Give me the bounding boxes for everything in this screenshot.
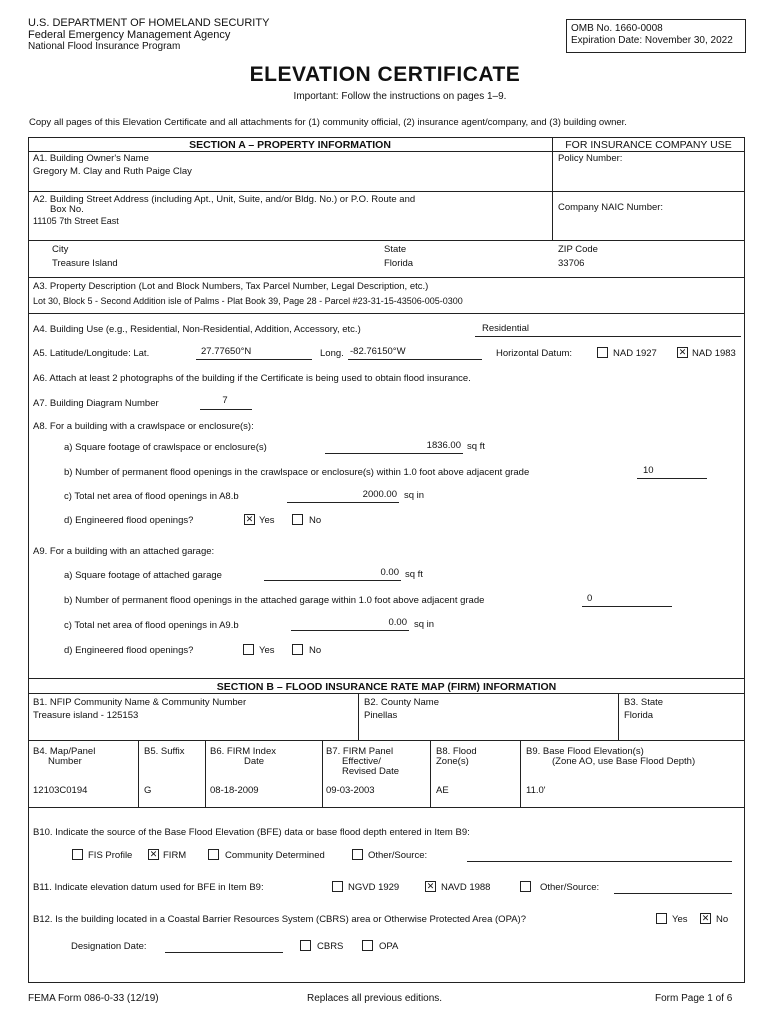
- a5-long-label: Long.: [320, 348, 344, 359]
- a5-label: A5. Latitude/Longitude: Lat.: [33, 348, 150, 359]
- zip-label: ZIP Code: [558, 244, 598, 255]
- page-subtitle: Important: Follow the instructions on pages 1–9.: [293, 91, 507, 102]
- b12-label: B12. Is the building located in a Coastal Barrier Resources System (CBRS) area or Otherwise Protected Area (OPA)?: [33, 914, 526, 925]
- a3-value: Lot 30, Block 5 - Second Addition isle of Palms - Plat Book 39, Page 28 - Parcel #23-31-15-43506-005-0300: [33, 296, 463, 306]
- opa-label: OPA: [379, 941, 399, 952]
- a8d-label: d) Engineered flood openings?: [64, 515, 194, 526]
- navd1988-checkbox[interactable]: ✕: [426, 881, 435, 891]
- a8c-unit: sq in: [404, 490, 425, 501]
- a8-label: A8. For a building with a crawlspace or enclosure(s):: [33, 421, 254, 432]
- b6-label-cont: Date: [244, 756, 265, 767]
- b1-label: B1. NFIP Community Name & Community Number: [33, 697, 247, 708]
- state-label: State: [384, 244, 407, 255]
- a4-label: A4. Building Use (e.g., Residential, Non-Residential, Addition, Accessory, etc.): [33, 324, 361, 335]
- firm-checkbox[interactable]: ✕: [149, 849, 158, 859]
- b12-yes-label: Yes: [672, 914, 688, 925]
- a9b-label: b) Number of permanent flood openings in the attached garage within 1.0 foot above adjacent grade: [64, 595, 485, 606]
- b7-label: B7. FIRM Panel: [326, 746, 394, 757]
- b1-value: Treasure island - 125153: [33, 710, 139, 721]
- a8d-no-label: No: [309, 515, 322, 526]
- section-b-heading: SECTION B – FLOOD INSURANCE RATE MAP (FIRM) INFORMATION: [216, 681, 557, 693]
- a9a-unit: sq ft: [405, 569, 423, 580]
- b5-label: B5. Suffix: [144, 746, 185, 757]
- b8-label-cont: Zone(s): [436, 756, 469, 767]
- fis-profile-checkbox[interactable]: [72, 849, 83, 860]
- b9-label: B9. Base Flood Elevation(s): [526, 746, 644, 757]
- page-title: ELEVATION CERTIFICATE: [249, 63, 521, 86]
- zip-value: 33706: [558, 258, 585, 269]
- a8b-label: b) Number of permanent flood openings in the crawlspace or enclosure(s) within 1.0 foot above adjacent grade: [64, 467, 530, 478]
- omb-box: [566, 19, 746, 53]
- a5-longitude: -82.76150°W: [350, 346, 406, 357]
- a7-value: 7: [222, 395, 228, 406]
- form-number: FEMA Form 086-0-33 (12/19): [28, 993, 159, 1004]
- nad1983-label: NAD 1983: [692, 348, 736, 359]
- a9-label: A9. For a building with an attached garage:: [33, 546, 215, 557]
- designation-date-label: Designation Date:: [71, 941, 147, 952]
- cbrs-label: CBRS: [317, 941, 344, 952]
- a5-latitude: 27.77650°N: [201, 346, 252, 357]
- b9-label-cont: (Zone AO, use Base Flood Depth): [552, 756, 696, 767]
- a2-value: 11105 7th Street East: [33, 216, 119, 226]
- b3-value: Florida: [624, 710, 654, 721]
- b2-value: Pinellas: [364, 710, 398, 721]
- b3-label: B3. State: [624, 697, 664, 708]
- omb-number: OMB No. 1660-0008: [571, 23, 663, 34]
- b6-value: 08-18-2009: [210, 785, 259, 796]
- a9a-label: a) Square footage of attached garage: [64, 570, 222, 581]
- b12-no-checkbox[interactable]: ✕: [701, 913, 710, 923]
- b7-label-cont1: Effective/: [342, 756, 381, 767]
- community-determined-checkbox[interactable]: [208, 849, 219, 860]
- b7-value: 09-03-2003: [326, 785, 375, 796]
- a9c-value: 0.00: [388, 617, 407, 628]
- a8d-no-checkbox[interactable]: [292, 514, 303, 525]
- nad1927-label: NAD 1927: [613, 348, 657, 359]
- naic-label: Company NAIC Number:: [558, 202, 664, 213]
- a8d-yes-label: Yes: [259, 515, 275, 526]
- a8c-label: c) Total net area of flood openings in A8.b: [64, 491, 239, 502]
- expiration-date: Expiration Date: November 30, 2022: [571, 35, 733, 46]
- b4-label: B4. Map/Panel: [33, 746, 96, 757]
- b2-label: B2. County Name: [364, 697, 439, 708]
- a9d-yes-label: Yes: [259, 645, 275, 656]
- agency-sub: Federal Emergency Management Agency: [28, 29, 231, 41]
- firm-label: FIRM: [163, 850, 187, 861]
- a8a-unit: sq ft: [467, 441, 485, 452]
- a7-label: A7. Building Diagram Number: [33, 398, 159, 409]
- b5-value: G: [144, 785, 152, 796]
- ngvd1929-checkbox[interactable]: [332, 881, 343, 892]
- copy-note: Copy all pages of this Elevation Certificate and all attachments for (1) community official, (2) insurance agent/company, and (3) building owner.: [29, 117, 627, 128]
- a8a-label: a) Square footage of crawlspace or enclosure(s): [64, 442, 267, 453]
- b11-other-checkbox[interactable]: [520, 881, 531, 892]
- fis-profile-label: FIS Profile: [88, 850, 133, 861]
- a9c-label: c) Total net area of flood openings in A9.b: [64, 620, 239, 631]
- replaces-note: Replaces all previous editions.: [307, 993, 443, 1004]
- b8-label: B8. Flood: [436, 746, 477, 757]
- a9c-unit: sq in: [414, 619, 435, 630]
- a6-label: A6. Attach at least 2 photographs of the building if the Certificate is being used to obtain flood insurance.: [33, 373, 471, 384]
- a1-value: Gregory M. Clay and Ruth Paige Clay: [33, 166, 192, 177]
- b4-label-cont: Number: [48, 756, 82, 767]
- a3-label: A3. Property Description (Lot and Block Numbers, Tax Parcel Number, Legal Description, etc.): [33, 281, 429, 292]
- a8b-value: 10: [643, 465, 654, 476]
- b6-label: B6. FIRM Index: [210, 746, 276, 757]
- agency-name: U.S. DEPARTMENT OF HOMELAND SECURITY: [28, 17, 270, 29]
- opa-checkbox[interactable]: [362, 940, 373, 951]
- program-name: National Flood Insurance Program: [28, 41, 181, 52]
- a9a-value: 0.00: [380, 567, 399, 578]
- a8c-value: 2000.00: [362, 489, 397, 500]
- ngvd1929-label: NGVD 1929: [348, 882, 400, 893]
- cbrs-checkbox[interactable]: [300, 940, 311, 951]
- a9d-no-checkbox[interactable]: [292, 644, 303, 655]
- state-value: Florida: [384, 258, 414, 269]
- a9d-yes-checkbox[interactable]: [243, 644, 254, 655]
- city-value: Treasure Island: [52, 258, 118, 269]
- a8a-value: 1836.00: [426, 440, 461, 451]
- insurance-use-heading: FOR INSURANCE COMPANY USE: [565, 139, 732, 151]
- a8d-yes-checkbox[interactable]: ✕: [245, 514, 254, 524]
- community-determined-label: Community Determined: [225, 850, 325, 861]
- b8-value: AE: [436, 785, 449, 796]
- a9b-value: 0: [587, 593, 593, 604]
- navd1988-label: NAVD 1988: [441, 882, 491, 893]
- b10-other-label: Other/Source:: [368, 850, 428, 861]
- b4-value: 12103C0194: [33, 785, 88, 796]
- a4-value: Residential: [482, 323, 529, 334]
- city-label: City: [52, 244, 69, 255]
- b10-other-checkbox[interactable]: [352, 849, 363, 860]
- b11-label: B11. Indicate elevation datum used for BFE in Item B9:: [33, 882, 264, 893]
- a2-label: A2. Building Street Address (including Apt., Unit, Suite, and/or Bldg. No.) or P.O. Route and: [33, 194, 416, 205]
- b7-label-cont2: Revised Date: [342, 766, 400, 777]
- b10-label: B10. Indicate the source of the Base Flood Elevation (BFE) data or base flood depth entered in Item B9:: [33, 827, 470, 838]
- section-a-heading: SECTION A – PROPERTY INFORMATION: [189, 139, 391, 151]
- a9d-no-label: No: [309, 645, 322, 656]
- a1-label: A1. Building Owner's Name: [33, 153, 149, 164]
- b12-no-label: No: [716, 914, 729, 925]
- nad1927-checkbox[interactable]: [597, 347, 608, 358]
- a9d-label: d) Engineered flood openings?: [64, 645, 194, 656]
- page-number: Form Page 1 of 6: [655, 993, 733, 1004]
- b12-yes-checkbox[interactable]: [656, 913, 667, 924]
- b9-value: 11.0': [526, 785, 546, 796]
- nad1983-checkbox[interactable]: ✕: [678, 347, 687, 357]
- a2-label-cont: Box No.: [50, 204, 84, 215]
- horizontal-datum-label: Horizontal Datum:: [496, 348, 573, 359]
- policy-number-label: Policy Number:: [558, 153, 623, 164]
- b11-other-label: Other/Source:: [540, 882, 600, 893]
